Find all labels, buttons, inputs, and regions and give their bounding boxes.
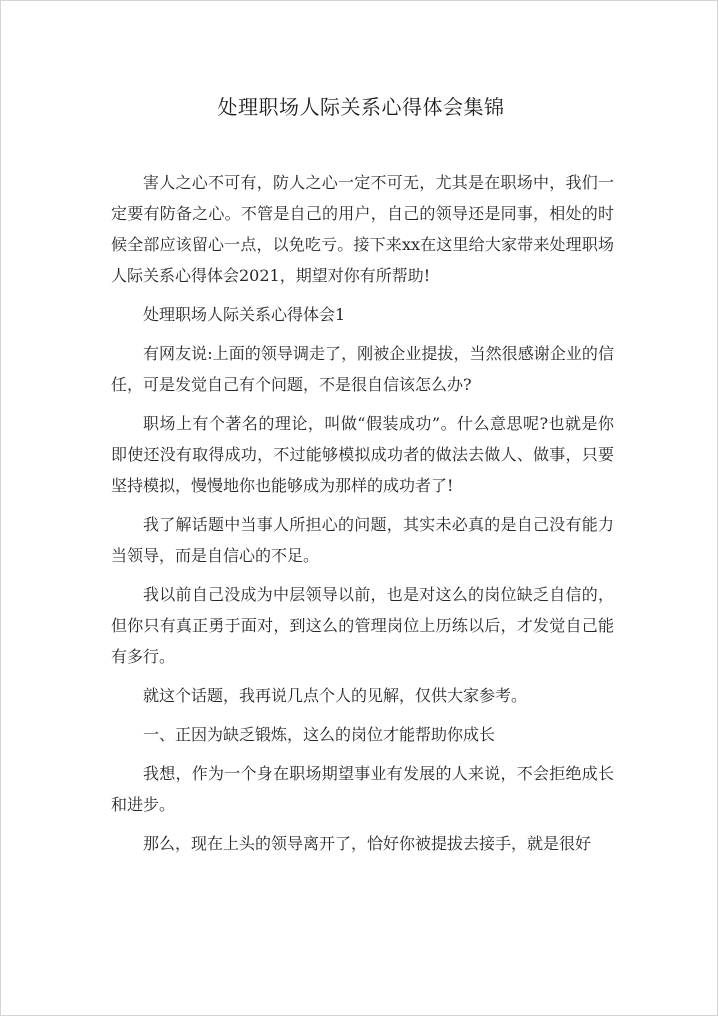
- paragraph: 那么，现在上头的领导离开了，恰好你被提拔去接手，就是很好: [143, 834, 592, 853]
- paragraph: 我想，作为一个身在职场期望事业有发展的人来说，不会拒绝成长和进步。: [111, 764, 614, 814]
- paragraph-subheading: 处理职场人际关系心得体会1: [143, 305, 346, 324]
- document-body: [111, 167, 614, 867]
- paragraph: 我以前自己没成为中层领导以前，也是对这么的岗位缺乏自信的，但你只有真正勇于面对，到这么的管理岗位上历练以后，才发觉自己能有多行。: [111, 585, 614, 666]
- paragraph: 我了解话题中当事人所担心的问题，其实未必真的是自己没有能力当领导，而是自信心的不足。: [111, 515, 614, 565]
- paragraph: 职场上有个著名的理论，叫做“假装成功”。什么意思呢?也就是你即使还没有取得成功，不过能够模拟成功者的做法去做人、做事，只要坚持模拟，慢慢地你也能够成为那样的成功者了!: [111, 414, 614, 495]
- paragraph-section-heading: 一、正因为缺乏锻炼，这么的岗位才能帮助你成长: [143, 725, 496, 744]
- paragraph: 害人之心不可有，防人之心一定不可无，尤其是在职场中，我们一定要有防备之心。不管是自己的用户，自己的领导还是同事，相处的时候全部应该留心一点，以免吃亏。接下来xx在这里给大家带来处理职场人际关系心得体会2021，期望对你有所帮助!: [111, 173, 614, 285]
- paragraph: 就这个话题，我再说几点个人的见解，仅供大家参考。: [143, 686, 528, 705]
- paragraph: 有网友说:上面的领导调走了，刚被企业提拔，当然很感谢企业的信任，可是发觉自己有个问题，不是很自信该怎么办?: [111, 344, 614, 394]
- document-title: 处理职场人际关系心得体会集锦: [217, 95, 505, 119]
